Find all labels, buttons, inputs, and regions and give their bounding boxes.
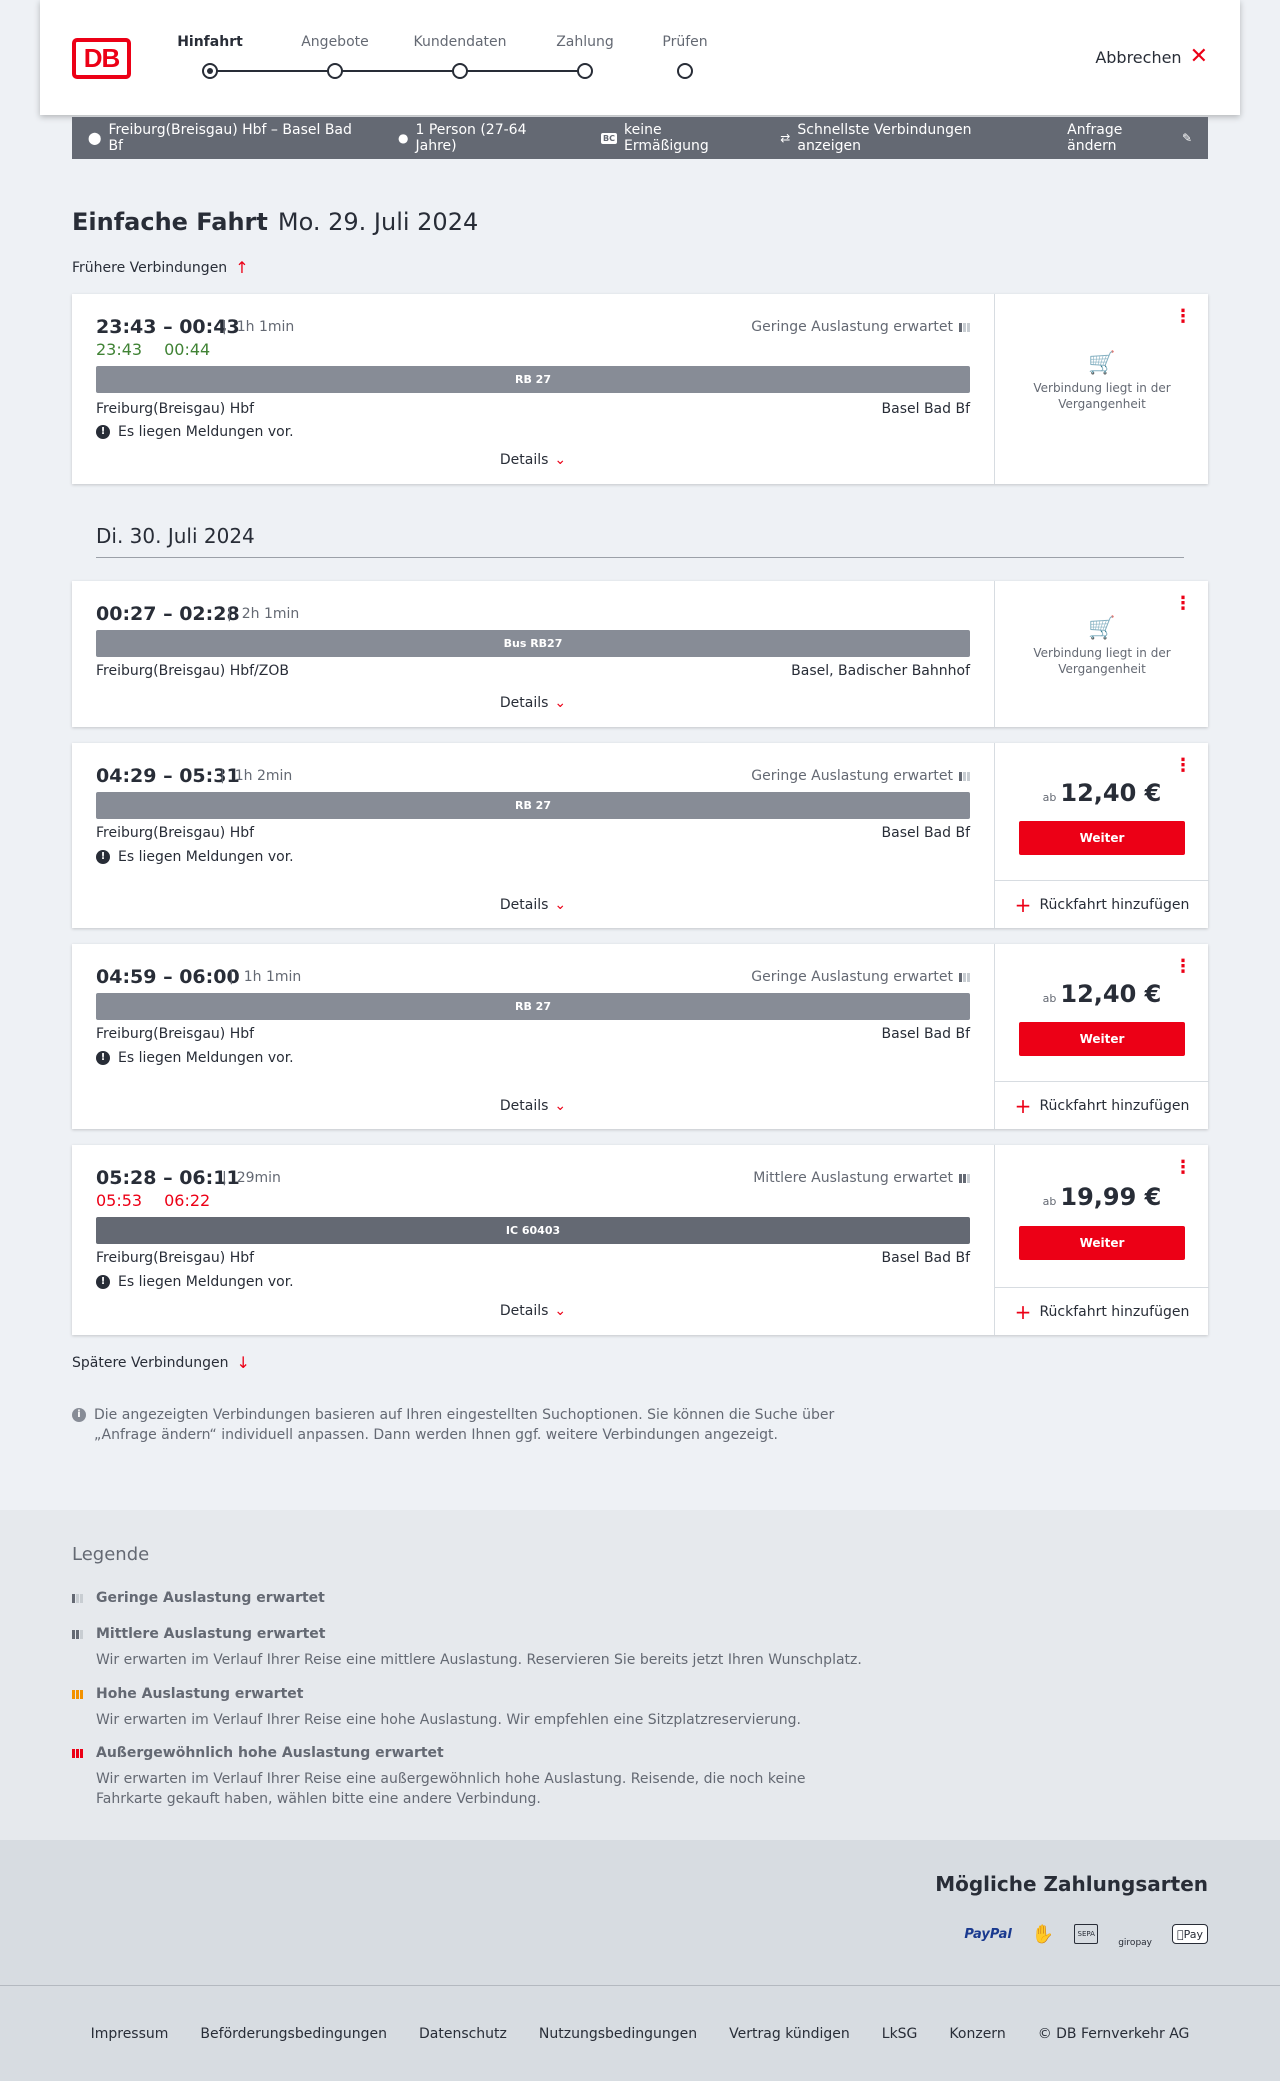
discount-text: keine Ermäßigung [624,122,709,154]
edit-request-button[interactable] [1067,122,1192,154]
connection-duration: | 1h 1min [222,319,294,335]
realtime-arrival: 06:22 [164,1191,211,1210]
step-dot [452,63,468,79]
message-notice [96,424,294,440]
chevron-down-icon: ⌄ [554,1098,567,1114]
search-fastest [780,122,1035,154]
connection-card [72,581,1208,727]
step-kundendaten[interactable] [410,34,510,79]
legend-item-extreme [72,1745,872,1809]
message-text: Es liegen Meldungen vor. [118,1050,294,1066]
legend-item-medium [72,1626,872,1670]
location-pin-icon: ⬤ [88,131,102,145]
legend-item-title: Mittlere Auslastung erwartet [96,1626,326,1642]
occupancy-indicator [751,319,970,335]
arrival-station: Basel Bad Bf [881,1250,970,1266]
realtime-times [96,1191,232,1210]
alert-icon: ! [96,425,110,439]
connection-card [72,743,1208,928]
earlier-label: Frühere Verbindungen [72,259,228,276]
price-prefix: ab [1042,1195,1057,1208]
add-return-button[interactable] [995,1081,1209,1129]
earlier-connections-link[interactable] [72,258,249,277]
plus-icon: + [1014,892,1032,917]
arrival-station: Basel Bad Bf [881,825,970,841]
details-label: Details [499,897,549,913]
occupancy-high-icon [72,1690,88,1699]
cart-unavailable-icon: 🛒 [1088,351,1116,376]
past-connection-info [995,616,1209,677]
legend-item-desc: Wir erwarten im Verlauf Ihrer Reise eine hohe Auslastung. Wir empfehlen eine Sitzplatzreservierung. [96,1712,801,1728]
footer-copyright: © DB Fernverkehr AG [1037,2025,1190,2042]
legend-item-high [72,1686,872,1730]
continue-button[interactable]: Weiter [1019,1022,1185,1056]
apple-pay-icon [1172,1924,1208,1944]
chevron-down-icon: ⌄ [554,452,567,468]
connection-main [72,743,994,928]
legend-item-title: Außergewöhnlich hohe Auslastung erwartet [96,1745,444,1761]
connection-offer-panel [994,294,1208,484]
price-display [995,779,1209,807]
return-label: Rückfahrt hinzufügen [1039,896,1190,913]
connection-duration: | 2h 1min [227,606,299,622]
title-date: Mo. 29. Juli 2024 [277,208,479,236]
apple-pay-label: Pay [1183,1927,1203,1941]
step-label: Kundendaten [413,34,507,50]
step-label: Prüfen [662,34,708,50]
giropay-icon: giropay [1118,1938,1152,1948]
more-options-icon[interactable]: ⋮ [1174,956,1192,977]
return-label: Rückfahrt hinzufügen [1039,1097,1190,1114]
train-line-bar: IC 60403 [96,1217,970,1244]
connection-times: 23:43 – 00:43 [96,316,240,338]
details-label: Details [499,452,549,468]
occupancy-low-icon [959,323,970,332]
arrival-station: Basel Bad Bf [881,1026,970,1042]
fastest-text: Schnellste Verbindungen anzeigen [797,122,972,154]
occupancy-low-icon [72,1594,88,1603]
step-pruefen[interactable] [635,34,735,79]
occupancy-text: Mittlere Auslastung erwartet [753,1170,953,1186]
progress-stepper [177,34,708,84]
chevron-down-icon: ⌄ [554,1303,567,1319]
alert-icon: ! [96,850,110,864]
cancel-label: Abbrechen [1095,47,1182,67]
sepa-icon: SEPA [1074,1924,1098,1944]
train-line-bar: Bus RB27 [96,630,970,657]
occupancy-medium-icon [72,1630,88,1639]
connection-main [72,294,994,484]
step-hinfahrt[interactable] [160,34,260,79]
continue-button[interactable]: Weiter [1019,1226,1185,1260]
chevron-down-icon: ⌄ [554,897,567,913]
close-icon: ✕ [1189,44,1208,69]
return-label: Rückfahrt hinzufügen [1039,1303,1190,1320]
search-persons [398,122,569,154]
connection-card [72,1145,1208,1335]
later-connections-link[interactable] [72,1353,250,1372]
departure-station: Freiburg(Breisgau) Hbf [96,825,255,841]
occupancy-extreme-icon [72,1749,88,1758]
add-return-button[interactable] [995,1287,1209,1335]
step-label: Hinfahrt [177,34,243,50]
connection-card [72,944,1208,1129]
connection-times: 00:27 – 02:28 [96,603,240,625]
footer-link-impressum[interactable]: Impressum [90,2025,169,2042]
footer-link-kuendigen[interactable]: Vertrag kündigen [729,2025,850,2042]
step-dot [577,63,593,79]
footer-link-befoerderung[interactable]: Beförderungsbedingungen [200,2025,387,2042]
price-display [995,1183,1209,1211]
train-line-bar: RB 27 [96,792,970,819]
occupancy-text: Geringe Auslastung erwartet [751,969,953,985]
message-notice [96,849,294,865]
connection-card [72,294,1208,484]
details-toggle[interactable] [72,695,994,711]
footer [0,1985,1280,2081]
past-text: Verbindung liegt in der Vergangenheit [1033,646,1171,676]
bahncard-icon: BC [603,133,616,143]
train-line-bar: RB 27 [96,993,970,1020]
more-options-icon[interactable]: ⋮ [1174,755,1192,776]
message-text: Es liegen Meldungen vor. [118,1274,294,1290]
occupancy-text: Geringe Auslastung erwartet [751,319,953,335]
cart-unavailable-icon: 🛒 [1088,616,1116,641]
more-options-icon[interactable]: ⋮ [1174,1157,1192,1178]
connection-offer-panel [994,743,1208,928]
footer-link-nutzung[interactable]: Nutzungsbedingungen [538,2025,698,2042]
chevron-down-icon: ⌄ [554,695,567,711]
connection-offer-panel [994,581,1208,727]
swap-arrows-icon: ⇄ [780,131,791,145]
occupancy-indicator [751,969,970,985]
cancel-button[interactable] [1095,46,1208,68]
occupancy-medium-icon [959,1174,970,1183]
step-zahlung[interactable] [535,34,635,79]
realtime-departure: 23:43 [96,340,143,359]
message-text: Es liegen Meldungen vor. [118,424,294,440]
edit-request-label: Anfrage ändern [1067,122,1123,154]
realtime-arrival: 00:44 [164,340,211,359]
step-dot-active [202,63,218,79]
details-label: Details [499,695,549,711]
paypal-icon: PayPal [964,1926,1012,1942]
details-toggle[interactable] [72,897,994,913]
info-note-text: Die angezeigten Verbindungen basieren auf Ihren eingestellten Suchoptionen. Sie können die Suche über „Anfrage ändern“ individuell anpassen. Dann werden Ihnen ggf. weitere Verbindungen angezeigt. [94,1407,835,1443]
more-options-icon[interactable]: ⋮ [1174,306,1192,327]
search-info-note [72,1405,852,1445]
search-summary-bar [72,117,1208,159]
person-icon: ● [398,131,409,145]
arrival-station: Basel Bad Bf [881,401,970,417]
departure-station: Freiburg(Breisgau) Hbf [96,1026,255,1042]
price-value: 12,40 € [1060,779,1162,807]
realtime-departure: 05:53 [96,1191,143,1210]
realtime-times [96,340,232,359]
past-connection-info [995,351,1209,412]
hand-card-icon: ✋ [1031,1923,1055,1945]
date-separator: Di. 30. Juli 2024 [96,524,1184,558]
legend-section [0,1510,1280,1840]
alert-icon: ! [96,1051,110,1065]
info-icon: i [72,1408,86,1422]
payment-methods-section [0,1840,1280,1985]
footer-link-lksg[interactable]: LkSG [881,2025,918,2042]
connection-times: 05:28 – 06:11 [96,1167,240,1189]
plus-icon: + [1014,1299,1032,1324]
title-trip-type: Einfache Fahrt [72,208,268,236]
departure-station: Freiburg(Breisgau) Hbf [96,1250,255,1266]
occupancy-indicator [753,1170,970,1186]
step-dot [327,63,343,79]
legend-item-desc: Wir erwarten im Verlauf Ihrer Reise eine mittlere Auslastung. Reservieren Sie bereits jetzt Ihren Wunschplatz. [96,1652,862,1668]
price-value: 19,99 € [1060,1183,1162,1211]
connection-duration: | 29min [222,1170,281,1186]
occupancy-low-icon [959,973,970,982]
pencil-icon: ✎ [1181,131,1192,145]
connection-main [72,581,994,727]
footer-link-konzern[interactable]: Konzern [949,2025,1006,2042]
more-options-icon[interactable]: ⋮ [1174,593,1192,614]
price-display [995,980,1209,1008]
arrival-station: Basel, Badischer Bahnhof [791,663,970,679]
connection-duration: | 1h 1min [229,969,301,985]
step-label: Angebote [301,34,369,50]
arrow-up-icon: ↑ [235,258,249,277]
legend-title: Legende [72,1544,150,1565]
details-toggle[interactable] [72,452,994,468]
details-toggle[interactable] [72,1098,994,1114]
details-toggle[interactable] [72,1303,994,1319]
page-title [72,208,478,236]
search-discount [601,122,748,154]
occupancy-low-icon [959,772,970,781]
connection-times: 04:29 – 05:31 [96,765,240,787]
search-route [88,122,366,154]
alert-icon: ! [96,1275,110,1289]
payment-methods-title: Mögliche Zahlungsarten [935,1872,1208,1896]
checkout-header [40,0,1240,115]
connection-offer-panel [994,944,1208,1129]
departure-station: Freiburg(Breisgau) Hbf/ZOB [96,663,289,679]
payment-icons [964,1920,1208,1948]
occupancy-text: Geringe Auslastung erwartet [751,768,953,784]
legend-item-title: Hohe Auslastung erwartet [96,1686,304,1702]
departure-station: Freiburg(Breisgau) Hbf [96,401,255,417]
plus-icon: + [1014,1093,1032,1118]
message-notice [96,1274,294,1290]
message-text: Es liegen Meldungen vor. [118,849,294,865]
occupancy-indicator [751,768,970,784]
legend-item-desc: Wir erwarten im Verlauf Ihrer Reise eine außergewöhnlich hohe Auslastung. Reisende, die noch keine Fahrkarte gekauft haben, wählen bitte eine andere Verbindung. [96,1771,806,1807]
details-label: Details [499,1303,549,1319]
arrow-down-icon: ↓ [236,1353,250,1372]
message-notice [96,1050,294,1066]
train-line-bar: RB 27 [96,366,970,393]
persons-text: 1 Person (27-64 Jahre) [415,122,527,154]
connection-times: 04:59 – 06:00 [96,966,240,988]
legend-item-title: Geringe Auslastung erwartet [96,1590,325,1606]
add-return-button[interactable] [995,880,1209,928]
step-dot [677,63,693,79]
details-label: Details [499,1098,549,1114]
legend-item-low [72,1590,872,1606]
connection-offer-panel [994,1145,1208,1335]
continue-button[interactable]: Weiter [1019,821,1185,855]
past-text: Verbindung liegt in der Vergangenheit [1033,381,1171,411]
step-label: Zahlung [556,34,614,50]
price-prefix: ab [1042,992,1057,1005]
db-logo[interactable]: DB [72,38,131,79]
connection-duration: | 1h 2min [220,768,292,784]
footer-link-datenschutz[interactable]: Datenschutz [418,2025,507,2042]
step-angebote[interactable] [285,34,385,79]
later-label: Spätere Verbindungen [72,1354,229,1371]
price-prefix: ab [1042,791,1057,804]
connection-main [72,944,994,1129]
price-value: 12,40 € [1060,980,1162,1008]
connection-main [72,1145,994,1335]
stepper-line [210,70,585,72]
route-text: Freiburg(Breisgau) Hbf – Basel Bad Bf [108,122,352,154]
